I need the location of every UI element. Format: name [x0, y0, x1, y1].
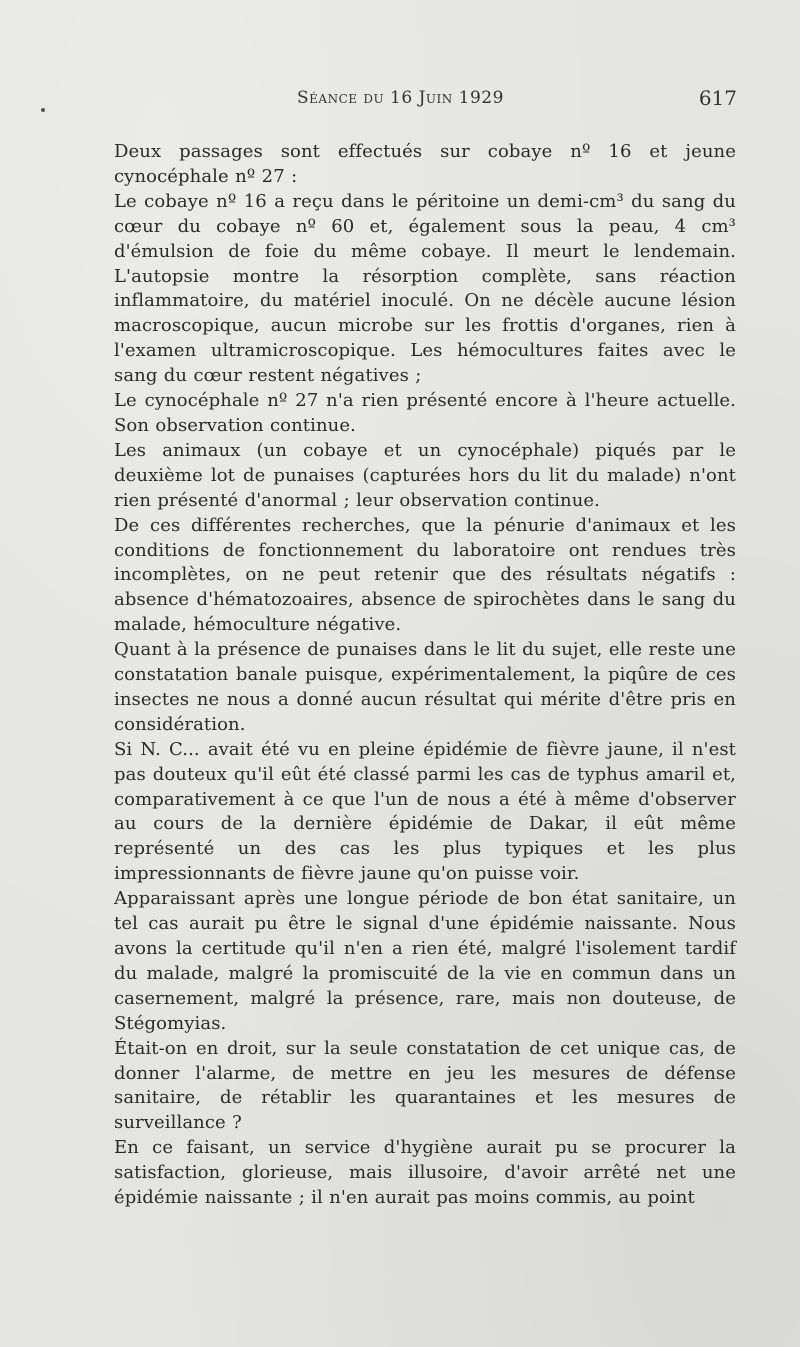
page-number: 617 — [698, 86, 737, 110]
running-head: Séance du 16 Juin 1929 — [297, 88, 504, 108]
paragraph: Les animaux (un cobaye et un cynocéphale) piqués par le deuxième lot de punaises (capturées hors du lit du malade) n'ont rien présenté d'anormal ; leur observation continue. — [114, 439, 736, 511]
paragraph: En ce faisant, un service d'hygiène aurait pu se procurer la satisfaction, glorieuse, mais illusoire, d'avoir arrêté net une épidémie naissante ; il n'en aurait pas moins commis, au point — [114, 1137, 736, 1209]
paragraph: Deux passages sont effectués sur cobaye nº 16 et jeune cynocéphale nº 27 : — [114, 141, 736, 187]
paragraph: Apparaissant après une longue période de bon état sanitaire, un tel cas aurait pu être le signal d'une épidémie naissante. Nous avons la certitude qu'il n'en a rien été, malgré l'isolement tardif du malade, malgré la promiscuité de la vie en commun dans un casernement, malgré la présence, rare, mais non douteuse, de Stégomyias. — [114, 888, 736, 1034]
paragraph: Quant à la présence de punaises dans le lit du sujet, elle reste une constatation banale puisque, expérimentalement, la piqûre de ces insectes ne nous a donné aucun résultat qui mérite d'être pris en considération. — [114, 639, 736, 735]
paragraph: Si N. C... avait été vu en pleine épidémie de fièvre jaune, il n'est pas douteux qu'il eût été classé parmi les cas de typhus amaril et, comparativement à ce que l'un de nous a été à même d'observer au cours de la dernière épidémie de Dakar, il eût même représenté un des cas les plus typiques et les plus impressionnants de fièvre jaune qu'on puisse voir. — [114, 738, 736, 885]
paragraph: Était-on en droit, sur la seule constatation de cet unique cas, de donner l'alarme, de mettre en jeu les mesures de défense sanitaire, de rétablir les quarantaines et les mesures de surveillance ? — [114, 1037, 736, 1134]
paragraph: De ces différentes recherches, que la pénurie d'animaux et les conditions de fonctionnement du laboratoire ont rendues très incomplètes, on ne peut retenir que des résultats négatifs : absence d'hématozoaires, absence de spirochètes dans le sang du malade, hémoculture négative. — [114, 514, 736, 636]
paragraph: Le cobaye nº 16 a reçu dans le péritoine un demi-cm³ du sang du cœur du cobaye nº 60 et, également sous la peau, 4 cm³ d'émulsion de foie du même cobaye. Il meurt le lendemain. L'autopsie montre la résorption complète, sans réaction inflammatoire, du matériel inoculé. On ne décèle aucune lésion macroscopique, aucun microbe sur les frottis d'organes, rien à l'examen ultramicroscopique. Les hémocultures faites avec le sang du cœur restent négatives ; — [114, 190, 736, 387]
body-text — [114, 140, 736, 1211]
page-header — [112, 84, 737, 114]
margin-speck — [41, 108, 45, 112]
paragraph: Le cynocéphale nº 27 n'a rien présenté encore à l'heure actuelle. Son observation continue. — [114, 390, 736, 436]
